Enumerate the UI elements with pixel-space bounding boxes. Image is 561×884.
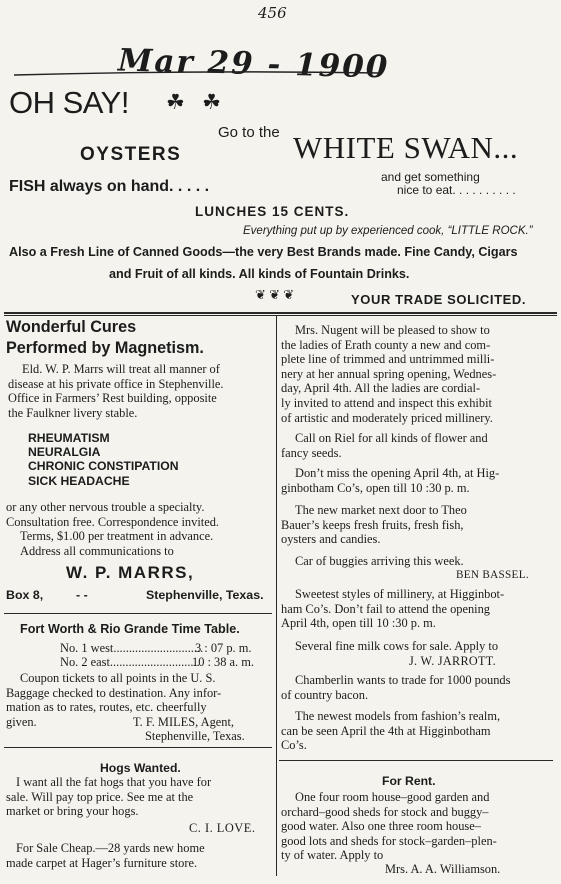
text-line: the ladies of Erath county a new and com- (281, 337, 491, 352)
text-line: mation as to rates, routes, etc. cheerfully (6, 700, 207, 715)
train-name: No. 1 west............................. (60, 641, 204, 655)
column-divider (276, 316, 277, 876)
text-line: market or bring your hogs. (6, 804, 139, 819)
magnetism-after (6, 500, 272, 558)
text-line: One four room house–good garden and (295, 790, 490, 804)
marrs-box: Box 8, (6, 588, 44, 602)
header-rule-bottom (4, 315, 557, 316)
text-line: oysters and candies. (281, 532, 381, 547)
text-line: Coupon tickets to all points in the U. S. (20, 671, 216, 685)
text-line: Co’s. (281, 738, 307, 753)
text-line: sale. Will pay top price. See me at the (6, 789, 194, 804)
header-rule-top (4, 312, 557, 314)
ailment-list (28, 431, 179, 488)
hogs-signature: C. I. LOVE. (189, 821, 256, 835)
rent-title: For Rent. (382, 774, 436, 788)
text-line: Baggage checked to destination. Any infor- (6, 685, 222, 700)
buggies-notice: Car of buggies arriving this week. (295, 554, 464, 568)
text-line: nery at her annual spring opening, Wednes- (281, 366, 497, 381)
rent-signature: Mrs. A. A. Williamson. (385, 862, 501, 876)
cows-notice: Several fine milk cows for sale. Apply to (295, 639, 499, 653)
text-line: good water. Also one three room house– (281, 819, 481, 834)
train-time: 10 : 38 a. m. (192, 655, 254, 669)
carpet-sale (6, 841, 272, 870)
magnetism-body (8, 362, 272, 420)
timetable-row (60, 641, 203, 656)
page-number: 456 (258, 4, 287, 22)
text-line: The new market next door to Theo (295, 503, 467, 517)
section-rule (4, 613, 272, 614)
text-line: of country bacon. (281, 687, 369, 702)
ailment-item: CHRONIC CONSTIPATION (28, 459, 179, 474)
lunches-text: LUNCHES 15 CENTS. (195, 204, 350, 219)
buggies-signature: BEN BASSEL. (456, 569, 529, 581)
opening-notice (281, 466, 550, 495)
text-line: good lots and sheds for stock–garden–plen- (281, 833, 497, 848)
timetable-title: Fort Worth & Rio Grande Time Table. (20, 622, 240, 636)
leaf-ornaments: ❦ ❦ ❦ (255, 287, 295, 302)
timetable-body (6, 671, 272, 715)
marrs-city: Stephenville, Texas. (146, 588, 264, 602)
white-swan-name: WHITE SWAN... (293, 130, 519, 165)
text-line: can be seen April the 4th at Higginbotham (281, 723, 491, 738)
text-line: disease at his private office in Stephenville. (8, 376, 224, 391)
text-line: Bauer’s keeps fresh fruits, fresh fish, (281, 517, 464, 532)
text-line: The newest models from fashion’s realm, (295, 709, 501, 723)
text-line: ty of water. Apply to (281, 848, 384, 863)
text-line: Office in Farmers’ Rest building, opposite (8, 391, 217, 406)
ailment-item: RHEUMATISM (28, 431, 110, 445)
sweetest-notice (281, 587, 550, 631)
text-line: Mrs. Nugent will be pleased to show to (295, 323, 490, 337)
text-line: ham Co’s. Don’t fail to attend the opening (281, 601, 491, 616)
text-line: Consultation free. Correspondence invited. (6, 514, 219, 529)
magnetism-title-1: Wonderful Cures (6, 318, 137, 336)
nugent-notice (281, 323, 550, 425)
text-line: April 4th, open till 10 :30 p. m. (281, 616, 436, 631)
trade-solicited: YOUR TRADE SOLICITED. (351, 292, 527, 307)
agent-name: T. F. MILES, Agent, (133, 715, 234, 729)
text-line: Terms, $1.00 per treatment in advance. (20, 529, 214, 544)
text-line: made carpet at Hager’s furniture store. (6, 855, 198, 870)
text-line: plete line of trimmed and untrimmed milli- (281, 352, 495, 367)
hogs-title: Hogs Wanted. (100, 761, 181, 775)
agent-city: Stephenville, Texas. (145, 729, 245, 743)
chamberlin-notice (281, 673, 550, 702)
timetable-row (60, 655, 200, 670)
text-line: For Sale Cheap.—28 yards new home (16, 841, 205, 855)
text-line: ly invited to attend and inspect this exhibit (281, 395, 492, 410)
rent-body (281, 790, 550, 863)
text-line: I want all the fat hogs that you have for (16, 775, 212, 789)
ad-headline: OH SAY! (9, 85, 129, 120)
cook-text: Everything put up by experienced cook, “LITTLE ROCK.” (243, 225, 533, 237)
ailment-item: NEURALGIA (28, 445, 101, 460)
hogs-body (6, 775, 272, 819)
text-line: of artistic and moderately priced millinery. (281, 410, 493, 425)
cows-signature: J. W. JARROTT. (409, 654, 496, 668)
section-rule (279, 760, 553, 761)
marrs-name: W. P. MARRS, (66, 563, 195, 582)
text-line: Call on Riel for all kinds of flower and (295, 431, 488, 445)
text-line: or any other nervous trouble a specialty. (6, 500, 205, 514)
market-notice (281, 503, 550, 547)
get-something-line-1: and get something (381, 170, 480, 184)
text-line: orchard–good sheds for stock and buggy– (281, 804, 489, 819)
clover-ornament: ☘ ☘ (166, 90, 227, 114)
goods-line-1: Also a Fresh Line of Canned Goods—the very Best Brands made. Fine Candy, Cigars (9, 245, 518, 259)
text-line: Sweetest styles of millinery, at Higginbot- (295, 587, 505, 601)
magnetism-title-2: Performed by Magnetism. (6, 339, 204, 357)
ailment-item: SICK HEADACHE (28, 473, 130, 488)
given-text: given. (6, 715, 37, 729)
models-notice (281, 709, 550, 753)
text-line: day, April 4th. All the ladies are cordial- (281, 381, 481, 396)
text-line: fancy seeds. (281, 445, 342, 460)
go-to-text: Go to the (218, 124, 280, 141)
train-name: No. 2 east............................. (60, 655, 200, 669)
text-line: ginbotham Co’s, open till 10 :30 p. m. (281, 480, 470, 495)
text-line: Address all communications to (20, 543, 174, 558)
oysters-text: OYSTERS (80, 144, 182, 165)
riel-notice (281, 431, 550, 460)
get-something-line-2: nice to eat. . . . . . . . . . (397, 183, 516, 197)
goods-line-2: and Fruit of all kinds. All kinds of Fountain Drinks. (109, 267, 410, 281)
marrs-dashes: - - (76, 588, 88, 602)
text-line: the Faulkner livery stable. (8, 405, 138, 420)
fish-text: FISH always on hand. . . . . (9, 178, 210, 195)
text-line: Eld. W. P. Marrs will treat all manner of (22, 362, 220, 376)
train-time: 3 : 07 p. m. (195, 641, 252, 655)
handwritten-date: Mar 29 - 1900 (117, 42, 390, 86)
text-line: Don’t miss the opening April 4th, at Hig- (295, 466, 500, 480)
text-line: Chamberlin wants to trade for 1000 pounds (295, 673, 511, 687)
section-rule (4, 747, 272, 748)
